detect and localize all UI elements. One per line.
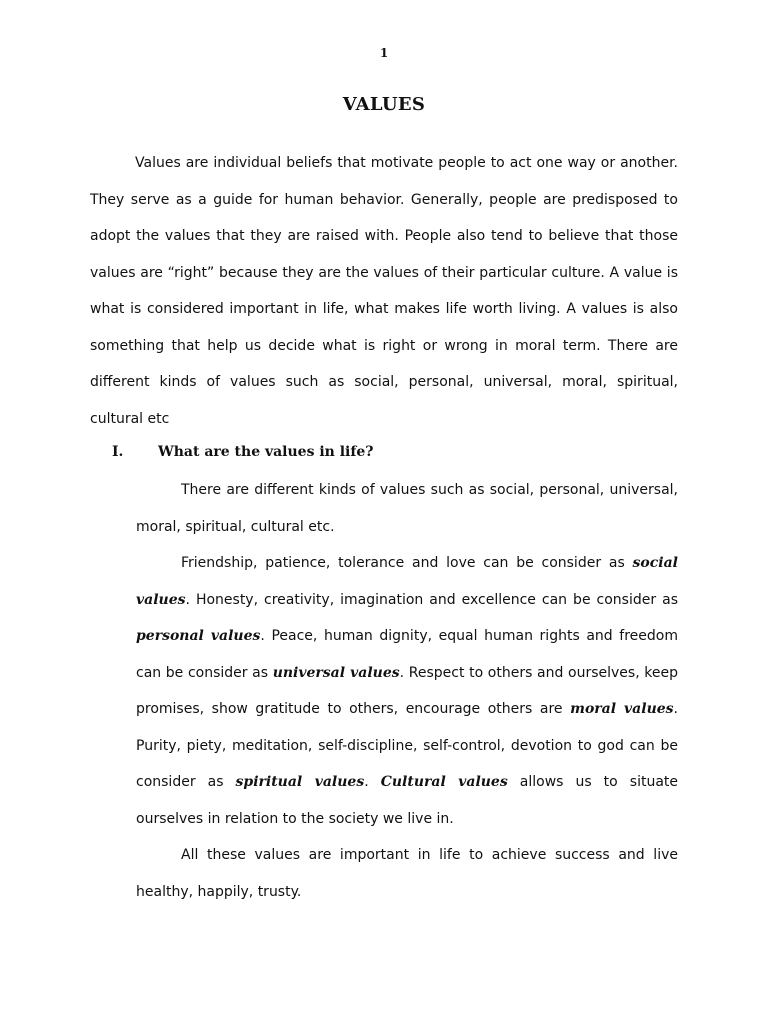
- text-run: . Peace, human dignity, equal human rights and freedom can be consider as: [136, 628, 678, 681]
- text-run: Friendship, patience, tolerance and love can be consider as: [181, 555, 633, 571]
- text-run: .: [364, 774, 381, 790]
- text-run: . Honesty, creativity, imagination and excellence can be consider as: [185, 591, 678, 608]
- section-heading: [112, 444, 373, 460]
- page-number: 1: [379, 46, 389, 60]
- intro-paragraph: Values are individual beliefs that motivate people to act one way or another. They serve as a guide for human behavior. Generally, people are predisposed to adopt the values that they are raised with. People also tend to believe that those values are “right” because they are the values of their particular culture. A value is what is considered important in life, what makes life worth living. A values is also something that help us decide what is right or wrong in moral term. There are different kinds of values such as social, personal, universal, moral, spiritual, cultural etc: [90, 155, 678, 427]
- text-run: . Respect to others and ourselves, keep promises, show gratitude to others, encourage others are: [136, 664, 679, 717]
- section-paragraph-examples: [136, 545, 678, 837]
- term-personal-values: personal values: [136, 628, 261, 644]
- section-heading-text: What are the values in life?: [158, 444, 374, 460]
- page-title: VALUES: [342, 94, 426, 115]
- section-number: I.: [112, 444, 124, 460]
- term-social-values: social values: [136, 555, 678, 608]
- section-paragraph-kinds: There are different kinds of values such as social, personal, universal, moral, spiritual, cultural etc.: [136, 482, 678, 535]
- term-universal-values: universal values: [272, 664, 400, 681]
- term-moral-values: moral values: [570, 701, 674, 717]
- text-run: . Purity, piety, meditation, self-discipline, self-control, devotion to god can be consider as: [136, 701, 678, 790]
- term-cultural-values: Cultural values: [380, 774, 508, 790]
- text-run: allows us to situate ourselves in relation to the society we live in.: [136, 774, 679, 827]
- term-spiritual-values: spiritual values: [235, 774, 365, 790]
- section-paragraph-conclusion: All these values are important in life to achieve success and live healthy, happily, trusty.: [136, 847, 678, 900]
